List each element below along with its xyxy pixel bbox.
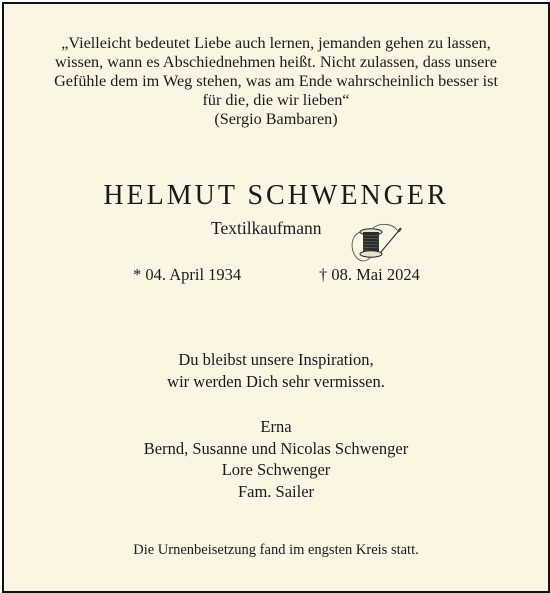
mourner-line: Bernd, Susanne und Nicolas Schwenger bbox=[143, 438, 409, 458]
quote-block bbox=[4, 34, 548, 129]
quote-line: Gefühle dem im Weg stehen, was am Ende wahrscheinlich besser ist bbox=[54, 72, 498, 90]
thread-spool-needle-icon bbox=[347, 222, 405, 266]
mourner-line: Fam. Sailer bbox=[237, 481, 315, 501]
quote-line: für die, die wir lieben“ bbox=[202, 91, 350, 109]
deceased-profession: Textilkaufmann bbox=[211, 218, 322, 238]
death-date: † 08. Mai 2024 bbox=[319, 265, 420, 284]
deceased-name: HELMUT SCHWENGER bbox=[103, 180, 449, 211]
mourner-line: Erna bbox=[260, 417, 292, 436]
quote-line: wissen, wann es Abschiednehmen heißt. Nicht zulassen, dass unsere bbox=[55, 53, 497, 71]
mourners-list bbox=[4, 416, 548, 502]
quote-line: „Vielleicht bedeutet Liebe auch lernen, jemanden gehen zu lassen, bbox=[61, 34, 491, 52]
quote-author: (Sergio Bambaren) bbox=[214, 110, 338, 128]
birth-date: * 04. April 1934 bbox=[133, 265, 242, 284]
farewell-line: wir werden Dich sehr vermissen. bbox=[167, 372, 385, 391]
mourner-line: Lore Schwenger bbox=[221, 460, 331, 479]
obituary-card bbox=[2, 2, 550, 593]
farewell-line: Du bleibst unsere Inspiration, bbox=[178, 350, 374, 369]
burial-note: Die Urnenbeisetzung fand im engsten Kreis statt. bbox=[133, 542, 419, 558]
farewell-message bbox=[4, 349, 548, 393]
